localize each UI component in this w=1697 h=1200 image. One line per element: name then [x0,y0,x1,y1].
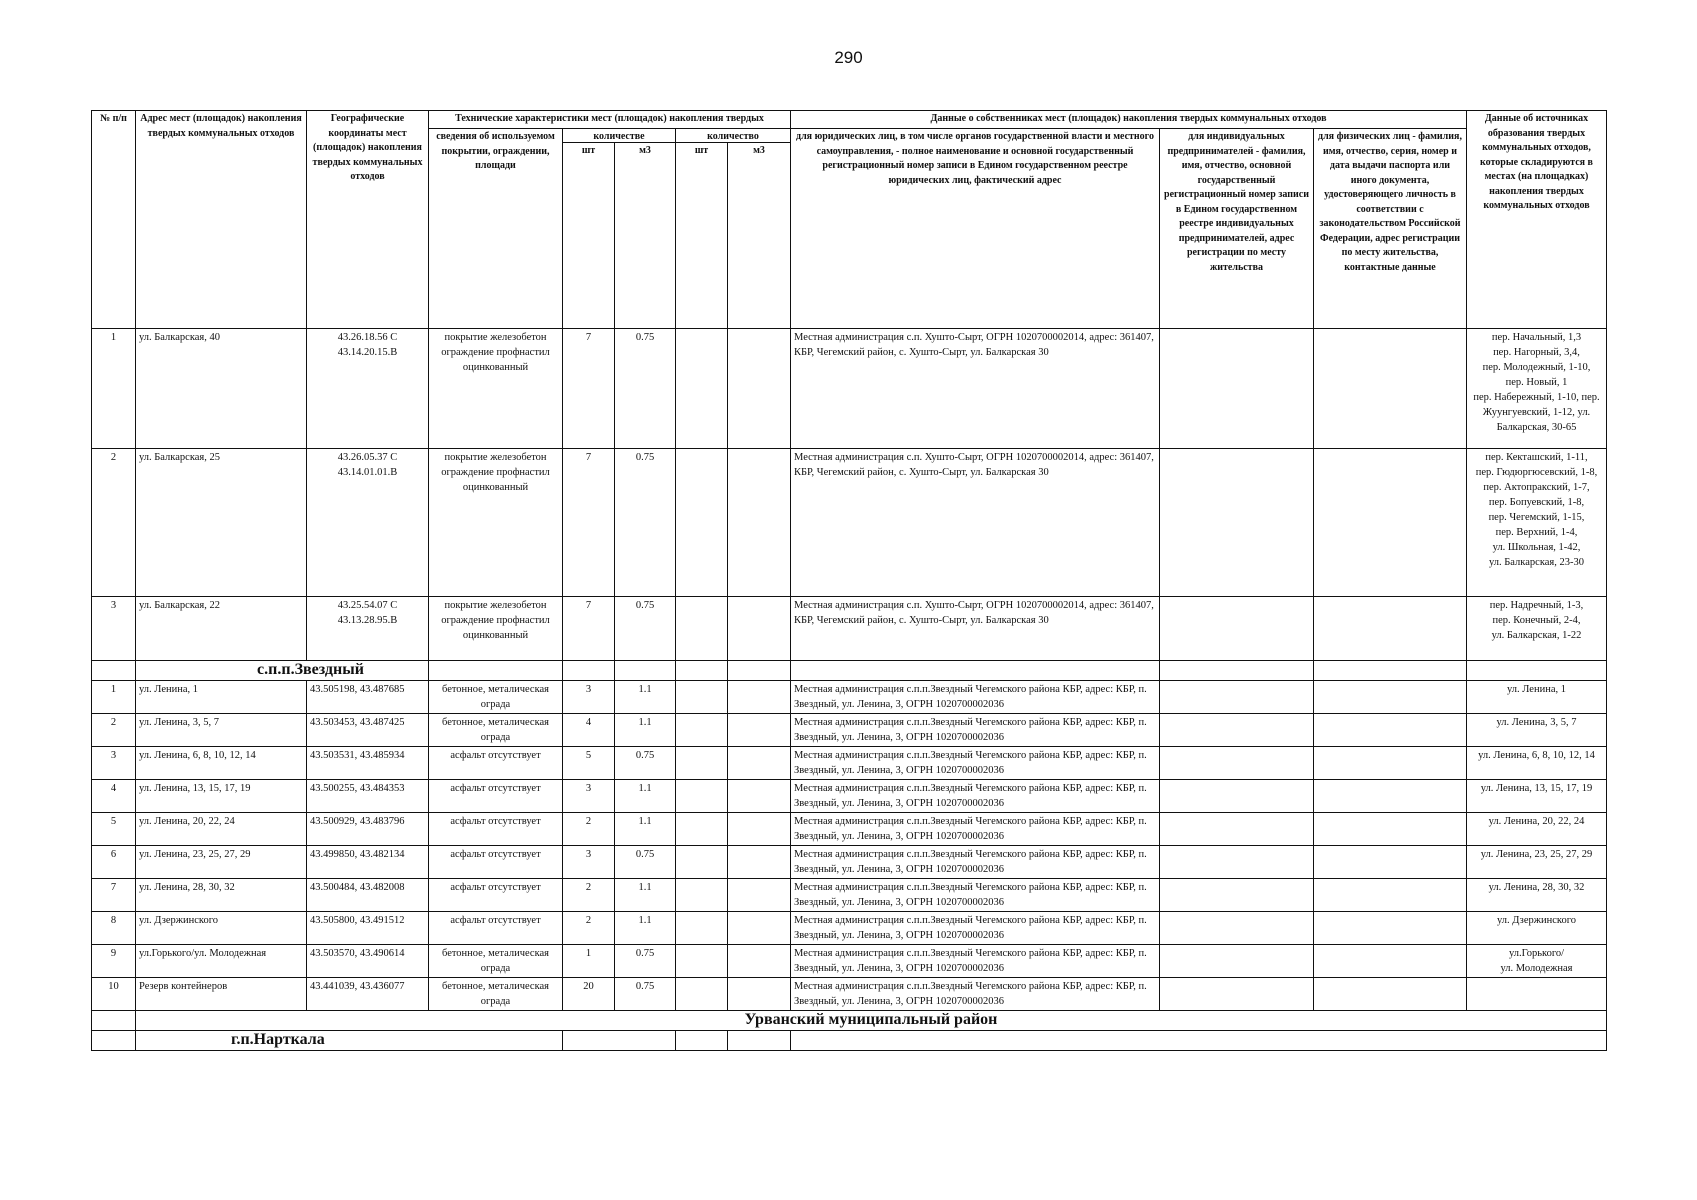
row-m3: 1.1 [615,681,676,714]
row-owner: Местная администрация с.п.п.Звездный Чегемского района КБР, адрес: КБР, п. Звездный, ул. Ленина, 3, ОГРН 1020700002036 [791,681,1160,714]
row-address: Резерв контейнеров [136,978,307,1011]
row-surface: бетонное, металическая ограда [429,945,563,978]
row-num: 7 [92,879,136,912]
header-pcs-planned: шт [676,143,728,329]
row-address: ул. Ленина, 20, 22, 24 [136,813,307,846]
row-owner: Местная администрация с.п. Хушто-Сырт, ОГРН 1020700002014, адрес: 361407, КБР, Чегемский район, с. Хушто-Сырт, ул. Балкарская 30 [791,329,1160,449]
row-sources: пер. Надречный, 1-3, пер. Конечный, 2-4, ул. Балкарская, 1-22 [1467,597,1607,661]
row-pcs-planned [676,597,728,661]
waste-sites-register-table [91,110,1607,1051]
section-row-district [92,1011,1607,1031]
row-coords: 43.503453, 43.487425 [307,714,429,747]
table-row [92,879,1607,912]
row-num: 5 [92,813,136,846]
row-m3: 0.75 [615,846,676,879]
row-address: ул. Ленина, 23, 25, 27, 29 [136,846,307,879]
row-address: ул. Балкарская, 40 [136,329,307,449]
header-legal: для юридических лиц, в том числе органов государственной власти и местного самоуправления, - полное наименование и основной государственный регистрационный номер записи в Едином государственном реестре юридических лиц, фактический адрес [791,129,1160,329]
row-owner: Местная администрация с.п.п.Звездный Чегемского района КБР, адрес: КБР, п. Звездный, ул. Ленина, 3, ОГРН 1020700002036 [791,879,1160,912]
page-number: 290 [834,48,863,67]
row-m3: 1.1 [615,912,676,945]
header-m3: м3 [615,143,676,329]
row-owner: Местная администрация с.п.п.Звездный Чегемского района КБР, адрес: КБР, п. Звездный, ул. Ленина, 3, ОГРН 1020700002036 [791,846,1160,879]
row-pcs-planned [676,449,728,597]
row-coords: 43.503570, 43.490614 [307,945,429,978]
row-surface: асфальт отсутствует [429,780,563,813]
table-body [92,329,1607,1051]
row-surface: асфальт отсутствует [429,879,563,912]
row-address: ул. Дзержинского [136,912,307,945]
table-row [92,597,1607,661]
table-row [92,945,1607,978]
row-pcs: 2 [563,813,615,846]
header-m3-planned: м3 [728,143,791,329]
table-row [92,978,1607,1011]
row-coords: 43.500929, 43.483796 [307,813,429,846]
row-coords: 43.499850, 43.482134 [307,846,429,879]
row-num: 4 [92,780,136,813]
row-m3-planned [728,449,791,597]
table-row [92,747,1607,780]
row-surface: бетонное, металическая ограда [429,681,563,714]
row-pcs: 4 [563,714,615,747]
row-sources: ул. Ленина, 20, 22, 24 [1467,813,1607,846]
row-address: ул. Ленина, 3, 5, 7 [136,714,307,747]
row-pcs: 7 [563,449,615,597]
row-coords: 43.503531, 43.485934 [307,747,429,780]
row-entrepreneur [1160,449,1314,597]
table-row [92,681,1607,714]
table-row [92,846,1607,879]
row-pcs: 3 [563,846,615,879]
section-title-zvezdny: с.п.п.Звездный [136,661,429,681]
row-pcs: 7 [563,597,615,661]
row-pcs: 3 [563,681,615,714]
header-qty-placed: количестве [563,129,676,143]
row-pcs: 7 [563,329,615,449]
row-surface: покрытие железобетон ограждение профнастил оцинкованный [429,597,563,661]
table-row [92,813,1607,846]
table-row [92,329,1607,449]
row-address: ул.Горького/ул. Молодежная [136,945,307,978]
row-surface: покрытие железобетон ограждение профнастил оцинкованный [429,329,563,449]
row-num: 2 [92,449,136,597]
row-sources: ул. Ленина, 1 [1467,681,1607,714]
row-owner: Местная администрация с.п. Хушто-Сырт, ОГРН 1020700002014, адрес: 361407, КБР, Чегемский район, с. Хушто-Сырт, ул. Балкарская 30 [791,449,1160,597]
table-row [92,780,1607,813]
row-num: 3 [92,747,136,780]
row-m3-planned [728,329,791,449]
table-row [92,912,1607,945]
section-row-nartkala [92,1031,1607,1051]
row-coords: 43.26.18.56 С 43.14.20.15.В [307,329,429,449]
row-num: 9 [92,945,136,978]
row-m3: 0.75 [615,747,676,780]
header-num: № п/п [92,111,136,329]
row-address: ул. Ленина, 1 [136,681,307,714]
header-owners: Данные о собственниках мест (площадок) накопления твердых коммунальных отходов [791,111,1467,129]
header-individuals: для физических лиц - фамилия, имя, отчество, серия, номер и дата выдачи паспорта или иного документа, удостоверяющего личность в соответствии с законодательством Российской Федерации, адрес регистрации по месту жительства, контактные данные [1314,129,1467,329]
row-individual [1314,329,1467,449]
row-sources: ул. Дзержинского [1467,912,1607,945]
row-pcs: 2 [563,879,615,912]
row-m3: 1.1 [615,813,676,846]
row-surface: асфальт отсутствует [429,846,563,879]
row-num: 10 [92,978,136,1011]
row-surface: асфальт отсутствует [429,912,563,945]
row-sources: ул. Ленина, 28, 30, 32 [1467,879,1607,912]
row-sources: пер. Начальный, 1,3 пер. Нагорный, 3,4, пер. Молодежный, 1-10, пер. Новый, 1 пер. Набережный, 1-10, пер. Жуунгуевский, 1-12, ул. Балкарская, 30-65 [1467,329,1607,449]
row-num: 6 [92,846,136,879]
row-coords: 43.500484, 43.482008 [307,879,429,912]
row-sources: ул. Ленина, 23, 25, 27, 29 [1467,846,1607,879]
table-row [92,449,1607,597]
row-individual [1314,597,1467,661]
row-num: 1 [92,329,136,449]
row-m3: 0.75 [615,329,676,449]
header-surface: сведения об используемом покрытии, ограждении, площади [429,129,563,329]
row-m3: 0.75 [615,449,676,597]
header-pcs: шт [563,143,615,329]
row-surface: бетонное, металическая ограда [429,714,563,747]
section-title-nartkala: г.п.Нарткала [136,1031,563,1051]
row-coords: 43.505800, 43.491512 [307,912,429,945]
row-owner: Местная администрация с.п. Хушто-Сырт, ОГРН 1020700002014, адрес: 361407, КБР, Чегемский район, с. Хушто-Сырт, ул. Балкарская 30 [791,597,1160,661]
header-coords: Географические координаты мест (площадок) накопления твердых коммунальных отходов [307,111,429,329]
section-row-zvezdny [92,661,1607,681]
row-m3: 1.1 [615,714,676,747]
row-coords: 43.500255, 43.484353 [307,780,429,813]
header-tech: Технические характеристики мест (площадок) накопления твердых [429,111,791,129]
row-num: 3 [92,597,136,661]
row-entrepreneur [1160,329,1314,449]
row-surface: бетонное, металическая ограда [429,978,563,1011]
row-m3: 0.75 [615,597,676,661]
row-owner: Местная администрация с.п.п.Звездный Чегемского района КБР, адрес: КБР, п. Звездный, ул. Ленина, 3, ОГРН 1020700002036 [791,813,1160,846]
row-owner: Местная администрация с.п.п.Звездный Чегемского района КБР, адрес: КБР, п. Звездный, ул. Ленина, 3, ОГРН 1020700002036 [791,747,1160,780]
row-num: 8 [92,912,136,945]
table-header [92,111,1607,329]
row-m3: 0.75 [615,978,676,1011]
row-owner: Местная администрация с.п.п.Звездный Чегемского района КБР, адрес: КБР, п. Звездный, ул. Ленина, 3, ОГРН 1020700002036 [791,978,1160,1011]
row-pcs-planned [676,329,728,449]
row-pcs: 3 [563,780,615,813]
row-owner: Местная администрация с.п.п.Звездный Чегемского района КБР, адрес: КБР, п. Звездный, ул. Ленина, 3, ОГРН 1020700002036 [791,945,1160,978]
row-pcs: 5 [563,747,615,780]
header-sources: Данные об источниках образования твердых коммунальных отходов, которые складируются в местах (на площадках) накопления твердых коммунальных отходов [1467,111,1607,329]
row-coords: 43.25.54.07 С 43.13.28.95.В [307,597,429,661]
row-pcs: 2 [563,912,615,945]
row-m3: 1.1 [615,879,676,912]
table-row [92,714,1607,747]
header-address: Адрес мест (площадок) накопления твердых коммунальных отходов [136,111,307,329]
row-coords: 43.26.05.37 С 43.14.01.01.В [307,449,429,597]
section-title-district: Урванский муниципальный район [136,1011,1607,1031]
row-address: ул. Ленина, 6, 8, 10, 12, 14 [136,747,307,780]
row-address: ул. Балкарская, 22 [136,597,307,661]
row-surface: асфальт отсутствует [429,747,563,780]
row-sources: ул. Ленина, 3, 5, 7 [1467,714,1607,747]
row-owner: Местная администрация с.п.п.Звездный Чегемского района КБР, адрес: КБР, п. Звездный, ул. Ленина, 3, ОГРН 1020700002036 [791,780,1160,813]
row-num: 2 [92,714,136,747]
row-sources: пер. Кекташский, 1-11, пер. Гюдюргюсевский, 1-8, пер. Актопракский, 1-7, пер. Бопуевский, 1-8, пер. Чегемский, 1-15, пер. Верхний, 1-4, ул. Школьная, 1-42, ул. Балкарская, 23-30 [1467,449,1607,597]
row-pcs: 1 [563,945,615,978]
row-entrepreneur [1160,597,1314,661]
row-surface: покрытие железобетон ограждение профнастил оцинкованный [429,449,563,597]
row-address: ул. Ленина, 13, 15, 17, 19 [136,780,307,813]
row-address: ул. Ленина, 28, 30, 32 [136,879,307,912]
row-pcs: 20 [563,978,615,1011]
row-sources: ул. Ленина, 6, 8, 10, 12, 14 [1467,747,1607,780]
row-m3-planned [728,597,791,661]
header-entrepreneurs: для индивидуальных предпринимателей - фамилия, имя, отчество, основной государственный регистрационный номер записи в Едином государственном реестре индивидуальных предпринимателей, адрес регистрации по месту жительства [1160,129,1314,329]
row-owner: Местная администрация с.п.п.Звездный Чегемского района КБР, адрес: КБР, п. Звездный, ул. Ленина, 3, ОГРН 1020700002036 [791,714,1160,747]
row-address: ул. Балкарская, 25 [136,449,307,597]
row-m3: 0.75 [615,945,676,978]
row-coords: 43.441039, 43.436077 [307,978,429,1011]
row-num: 1 [92,681,136,714]
row-owner: Местная администрация с.п.п.Звездный Чегемского района КБР, адрес: КБР, п. Звездный, ул. Ленина, 3, ОГРН 1020700002036 [791,912,1160,945]
row-surface: асфальт отсутствует [429,813,563,846]
row-coords: 43.505198, 43.487685 [307,681,429,714]
row-m3: 1.1 [615,780,676,813]
row-sources: ул.Горького/ ул. Молодежная [1467,945,1607,978]
row-sources: ул. Ленина, 13, 15, 17, 19 [1467,780,1607,813]
row-sources [1467,978,1607,1011]
header-qty-planned: количество [676,129,791,143]
row-individual [1314,449,1467,597]
